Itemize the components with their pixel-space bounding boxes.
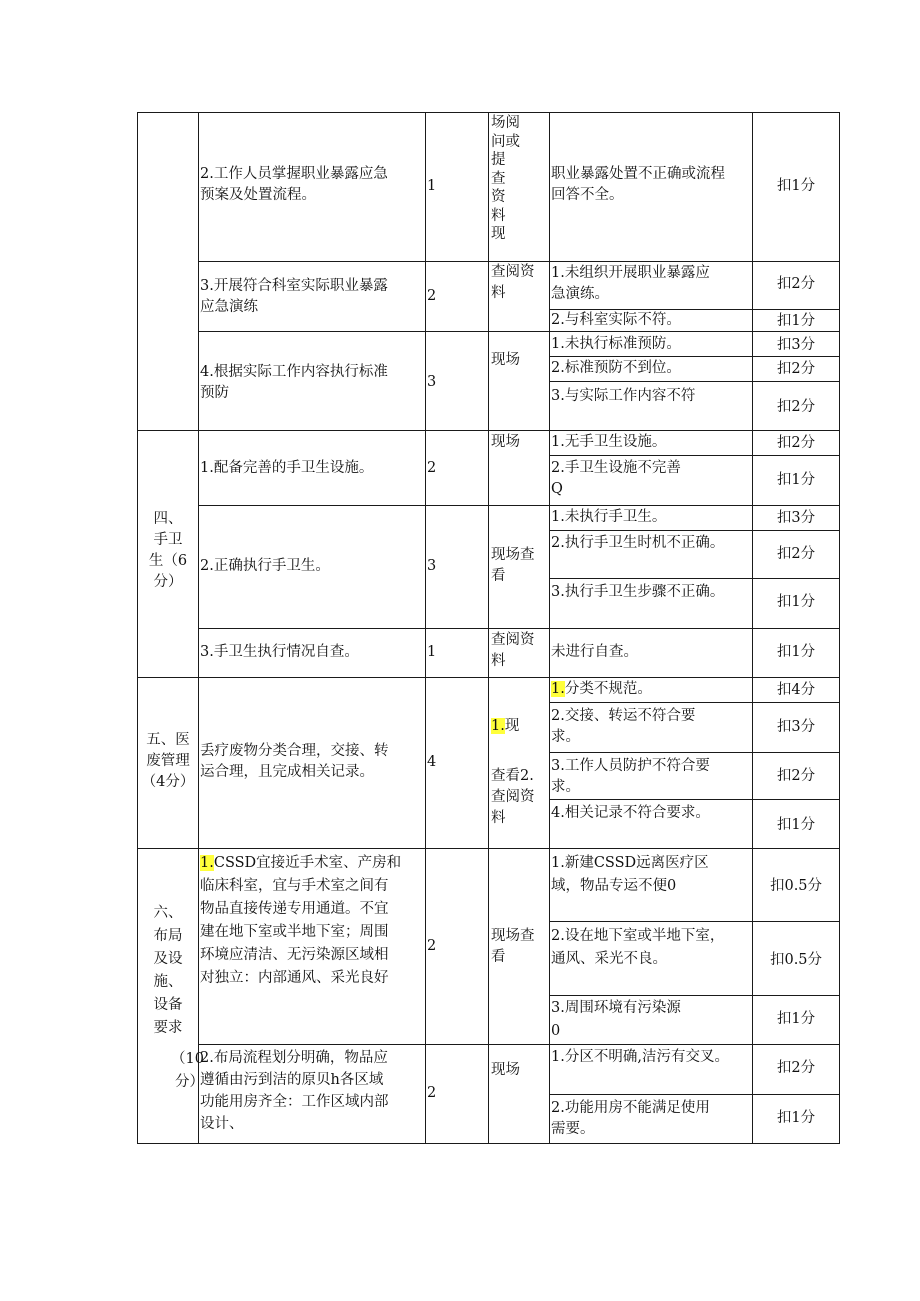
method-cell: 查阅资 料 — [491, 264, 535, 301]
deduction-points: 扣1分 — [776, 817, 816, 833]
deduction-text: 3.与实际工作内容不符 — [551, 388, 696, 404]
deduction-text: 3.周围环境有污染源 0 — [551, 1000, 681, 1039]
deduction-points: 扣2分 — [776, 361, 816, 377]
deduction-text: 2.手卫生设施不完善 Q — [551, 460, 681, 497]
score-cell: 3 — [427, 374, 437, 390]
deduction-text: 2.与科室实际不符。 — [551, 312, 681, 328]
deduction-points: 扣1分 — [776, 644, 816, 660]
method-cell: 现场查 看 — [491, 928, 535, 965]
score-cell: 4 — [427, 754, 437, 770]
deduction-points: 扣1分 — [776, 313, 816, 329]
deduction-text: 1.未执行标准预防。 — [551, 336, 681, 352]
method-cell: 查看2. 查阅资 料 — [491, 768, 535, 826]
highlight-mark: 1. — [491, 718, 505, 734]
deduction-points: 扣2分 — [776, 276, 816, 292]
deduction-points: 扣3分 — [776, 510, 816, 526]
deduction-points: 扣4分 — [776, 682, 816, 698]
method-cell: 现场 — [491, 1062, 520, 1078]
deduction-text: 1.未执行手卫生。 — [551, 509, 667, 525]
requirement-cell: 4.根据实际工作内容执行标准 预防 — [200, 364, 388, 401]
category-cell: 四、 手卫 生（6 分） — [148, 511, 188, 590]
deduction-points: 扣2分 — [776, 546, 816, 562]
category-cell: （10 分） — [171, 1051, 204, 1090]
deduction-points: 扣1分 — [776, 594, 816, 610]
deduction-text: 1.未组织开展职业暴露应 急演练。 — [551, 265, 710, 302]
method-cell: 1.现 — [491, 718, 520, 734]
deduction-text: 未进行自查。 — [551, 644, 638, 660]
deduction-points: 扣3分 — [776, 719, 816, 735]
requirement-cell: 3.开展符合科室实际职业暴露 应急演练 — [200, 278, 388, 315]
deduction-points: 扣3分 — [776, 337, 816, 353]
requirement-cell: 2.正确执行手卫生。 — [200, 558, 330, 574]
deduction-text: 3.工作人员防护不符合要 求。 — [551, 758, 710, 795]
deduction-text: 2.功能用房不能满足使用 需要。 — [551, 1100, 710, 1137]
method-cell: 场阅 问或 提 查 资 料 现 — [491, 115, 520, 242]
category-cell: 六、 布局 及设 施、 设备 要求 — [153, 905, 183, 1036]
deduction-points: 扣1分 — [776, 1110, 816, 1126]
deduction-points: 扣2分 — [776, 399, 816, 415]
requirement-cell: 2.布局流程划分明确，物品应 遵循由污到洁的原贝h各区域 功能用房齐全：工作区域内部 设计、 — [200, 1050, 389, 1132]
deduction-text: 职业暴露处置不正确或流程 回答不全。 — [551, 166, 725, 203]
deduction-points: 扣2分 — [776, 1060, 816, 1076]
deduction-points: 扣0.5分 — [769, 878, 823, 894]
score-cell: 2 — [427, 1085, 437, 1101]
category-cell: 五、医 废管理 （4分） — [141, 732, 195, 790]
method-cell: 现场查 看 — [491, 547, 535, 584]
method-cell: 现场 — [491, 434, 520, 450]
method-cell: 现场 — [491, 352, 520, 368]
deduction-points: 扣0.5分 — [769, 952, 823, 968]
deduction-text: 1.新建CSSD远离医疗区 域，物品专运不便0 — [551, 855, 709, 894]
deduction-text: 2.标准预防不到位。 — [551, 360, 681, 376]
score-cell: 1 — [427, 644, 437, 660]
highlight-mark: 1. — [200, 855, 214, 871]
deduction-text: 3.执行手卫生步骤不正确。 — [551, 584, 725, 600]
deduction-text: 2.交接、转运不符合要 求。 — [551, 708, 696, 745]
deduction-text: 1.分区不明确,洁污有交叉。 — [551, 1049, 729, 1065]
highlight-mark: 1. — [551, 681, 565, 697]
deduction-text: 2.设在地下室或半地下室， 通风、采光不良。 — [551, 928, 725, 967]
deduction-points: 扣1分 — [776, 472, 816, 488]
deduction-text: 2.执行手卫生时机不正确。 — [551, 535, 725, 551]
deduction-text: 1.分类不规范。 — [551, 681, 652, 697]
score-cell: 2 — [427, 460, 437, 476]
requirement-cell: 1.CSSD宜接近手术室、产房和 临床科室，宜与手术室之间有 物品直接传递专用通道。不宜 建在地下室或半地下室；周围 环境应清洁、无污染源区域相 对独立：内部通风、采光良好 — [200, 855, 402, 986]
requirement-cell: 1.配备完善的手卫生设施。 — [200, 460, 374, 476]
score-cell: 1 — [427, 178, 437, 194]
score-cell: 2 — [427, 288, 437, 304]
deduction-points: 扣1分 — [776, 178, 816, 194]
requirement-cell: 丢疗废物分类合理，交接、转 运合理，且完成相关记录。 — [200, 743, 389, 780]
requirement-cell: 3.手卫生执行情况自查。 — [200, 644, 359, 660]
deduction-text: 4.相关记录不符合要求。 — [551, 805, 710, 821]
score-cell: 3 — [427, 558, 437, 574]
deduction-points: 扣2分 — [776, 768, 816, 784]
score-cell: 2 — [427, 938, 437, 954]
deduction-points: 扣2分 — [776, 435, 816, 451]
requirement-cell: 2.工作人员掌握职业暴露应急 预案及处置流程。 — [200, 166, 388, 203]
method-cell: 查阅资 料 — [491, 632, 535, 669]
deduction-points: 扣1分 — [776, 1011, 816, 1027]
deduction-text: 1.无手卫生设施。 — [551, 434, 667, 450]
